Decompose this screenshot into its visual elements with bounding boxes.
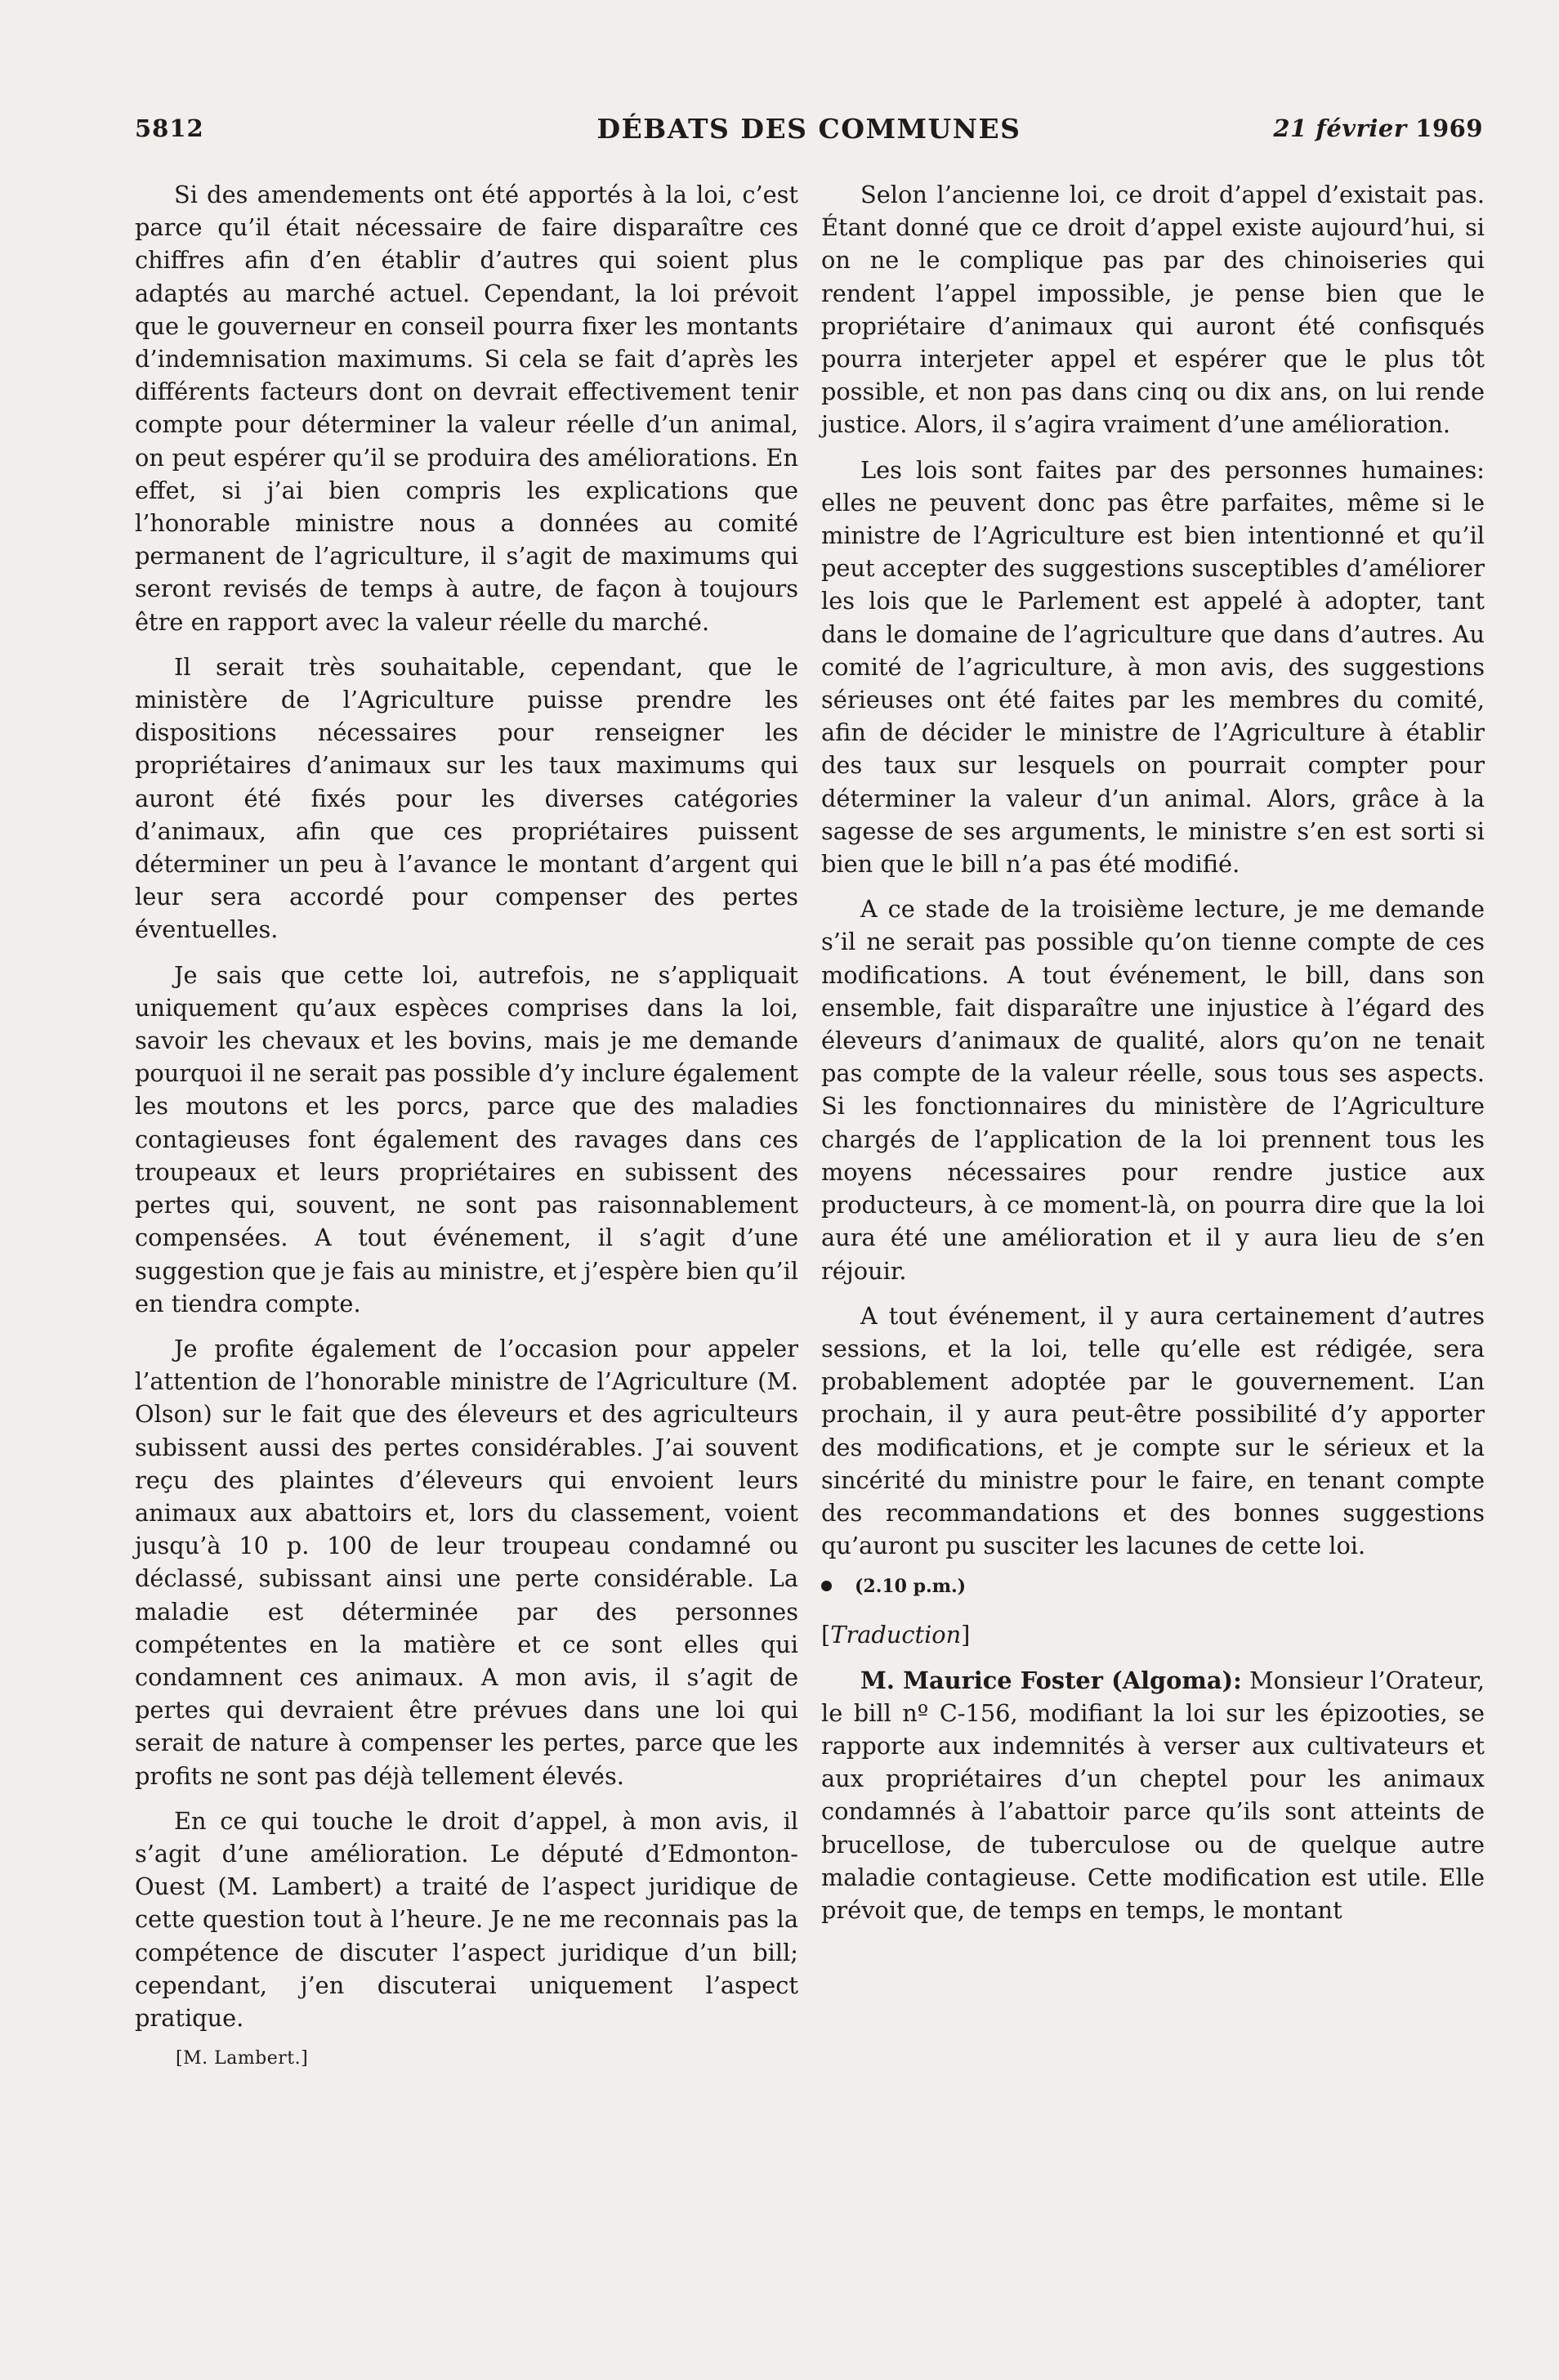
issue-date-day-month: 21 février — [1273, 114, 1407, 142]
paragraph: Si des amendements ont été apportés à la loi, c’est parce qu’il était nécessaire de faire disparaître ces chiffres afin d’en établir d’autres qui soient plus adaptés au marché actuel. Cependant, la loi prévoit que le gouverneur en conseil pourra fixer les montants d’indemnisation maximums. Si cela se fait d’après les différents facteurs dont on devrait effectivement tenir compte pour déterminer la valeur réelle d’un animal, on peut espérer qu’il se produira des améliorations. En effet, si j’ai bien compris les explications que l’honorable ministre nous a données au comité permanent de l’agriculture, il s’agit de maximums qui seront revisés de temps à autre, de façon à toujours être en rapport avec la valeur réelle du marché. — [135, 181, 798, 636]
left-column — [135, 178, 798, 2071]
speaker-attribution: [M. Lambert.] — [176, 2048, 309, 2069]
speech-paragraph — [821, 1664, 1485, 1927]
bullet-icon — [821, 1581, 832, 1591]
paragraph: En ce qui touche le droit d’appel, à mon avis, il s’agit d’une amélioration. Le député d’Edmonton-Ouest (M. Lambert) a traité de l’aspect juridique de cette question tout à l’heure. Je ne me reconnais pas la compétence de discuter l’aspect juridique d’un bill; cependant, j’en discuterai uniquement l’aspect pratique. — [135, 1806, 798, 2032]
translation-word: Traduction — [830, 1621, 962, 1649]
page-number: 5812 — [135, 114, 204, 142]
speaker-name: M. Maurice Foster (Algoma): — [860, 1666, 1242, 1694]
paragraph: Il serait très souhaitable, cependant, que le ministère de l’Agriculture puisse prendre les dispositions nécessaires pour renseigner les propriétaires d’animaux sur les taux maximums qui auront été fixés pour les diverses catégories d’animaux, afin que ces propriétaires puissent déterminer un peu à l’avance le montant d’argent qui leur sera accordé pour compenser des pertes éventuelles. — [135, 652, 798, 944]
publication-title: DÉBATS DES COMMUNES — [596, 113, 1021, 145]
paragraph: Je sais que cette loi, autrefois, ne s’appliquait uniquement qu’aux espèces comprises dans la loi, savoir les chevaux et les bovins, mais je me demande pourquoi il ne serait pas possible d’y inclure également les moutons et les porcs, parce que des maladies contagieuses font également des ravages dans ces troupeaux et leurs propriétaires en subissent des pertes qui, souvent, ne sont pas raisonnablement compensées. A tout événement, il s’agit d’une suggestion que je fais au ministre, et j’espère bien qu’il en tiendra compte. — [135, 960, 798, 1318]
paragraph: A tout événement, il y aura certainement d’autres sessions, et la loi, telle qu’elle est rédigée, sera probablement adoptée par le gouvernement. L’an prochain, il y aura peut-être possibilité d’y apporter des modifications, et je compte sur le sérieux et la sincérité du ministre pour le faire, en tenant compte des recommandations et des bonnes suggestions qu’auront pu susciter les lacunes de cette loi. — [821, 1301, 1485, 1560]
paragraph: Les lois sont faites par des personnes humaines: elles ne peuvent donc pas être parfaites, même si le ministre de l’Agriculture est bien intentionné et qu’il peut accepter des suggestions susceptibles d’améliorer les lois que le Parlement est appelé à adopter, tant dans le domaine de l’agriculture que dans d’autres. Au comité de l’agriculture, à mon avis, des suggestions sérieuses ont été faites par les membres du comité, afin de décider le ministre de l’Agriculture à établir des taux sur lesquels on pourrait compter pour déterminer la valeur d’un animal. Alors, grâce à la sagesse de ses arguments, le ministre s’en est sorti si bien que le bill n’a pas été modifié. — [821, 455, 1485, 879]
bracket-open: [ — [821, 1621, 831, 1649]
time-stamp-text: (2.10 p.m.) — [855, 1576, 967, 1598]
time-stamp — [821, 1574, 1485, 1599]
page-header — [135, 108, 1483, 149]
translation-label — [821, 1618, 1485, 1651]
bracket-close: ] — [961, 1621, 971, 1649]
paragraph: Selon l’ancienne loi, ce droit d’appel d’existait pas. Étant donné que ce droit d’appel existe aujourd’hui, si on ne le complique pas par des chinoiseries qui rendent l’appel impossible, je pense bien que le propriétaire d’animaux qui auront été confisqués pourra interjeter appel et espérer que le plus tôt possible, et non pas dans cinq ou dix ans, on lui rende justice. Alors, il s’agira vraiment d’une amélioration. — [821, 181, 1485, 439]
paragraph: A ce stade de la troisième lecture, je me demande s’il ne serait pas possible qu’on tienne compte de ces modifications. A tout événement, le bill, dans son ensemble, fait disparaître une injustice à l’égard des éleveurs d’animaux de qualité, alors qu’on ne tenait pas compte de la valeur réelle, sous tous ses aspects. Si les fonctionnaires du ministère de l’Agriculture chargés de l’application de la loi prennent tous les moyens nécessaires pour rendre justice aux producteurs, à ce moment-là, on pourra dire que la loi aura été une amélioration et il y aura lieu de s’en réjouir. — [821, 895, 1485, 1285]
issue-date — [1273, 114, 1483, 142]
speech-text: Monsieur l’Orateur, le bill nº C-156, modifiant la loi sur les épizooties, se rapporte aux indemnités à verser aux cultivateurs et aux propriétaires d’un cheptel pour les animaux condamnés à l’abattoir parce qu’ils sont atteints de brucellose, de tuberculose ou de quelque autre maladie contagieuse. Cette modification est utile. Elle prévoit que, de temps en temps, le montant — [821, 1666, 1485, 1924]
right-column — [821, 178, 1485, 1939]
issue-date-year: 1969 — [1415, 114, 1483, 142]
paragraph: Je profite également de l’occasion pour appeler l’attention de l’honorable ministre de l’Agriculture (M. Olson) sur le fait que des éleveurs et des agriculteurs subissent aussi des pertes considérables. J’ai souvent reçu des plaintes d’éleveurs qui envoient leurs animaux aux abattoirs et, lors du classement, voient jusqu’à 10 p. 100 de leur troupeau condamné ou déclassé, subissant ainsi une perte considérable. La maladie est déterminée par des personnes compétentes en la matière et ce sont elles qui condamnent ces animaux. A mon avis, il s’agit de pertes qui devraient être prévues dans une loi qui serait de nature à compenser les pertes, parce que les profits ne sont pas déjà tellement élevés. — [135, 1334, 798, 1790]
